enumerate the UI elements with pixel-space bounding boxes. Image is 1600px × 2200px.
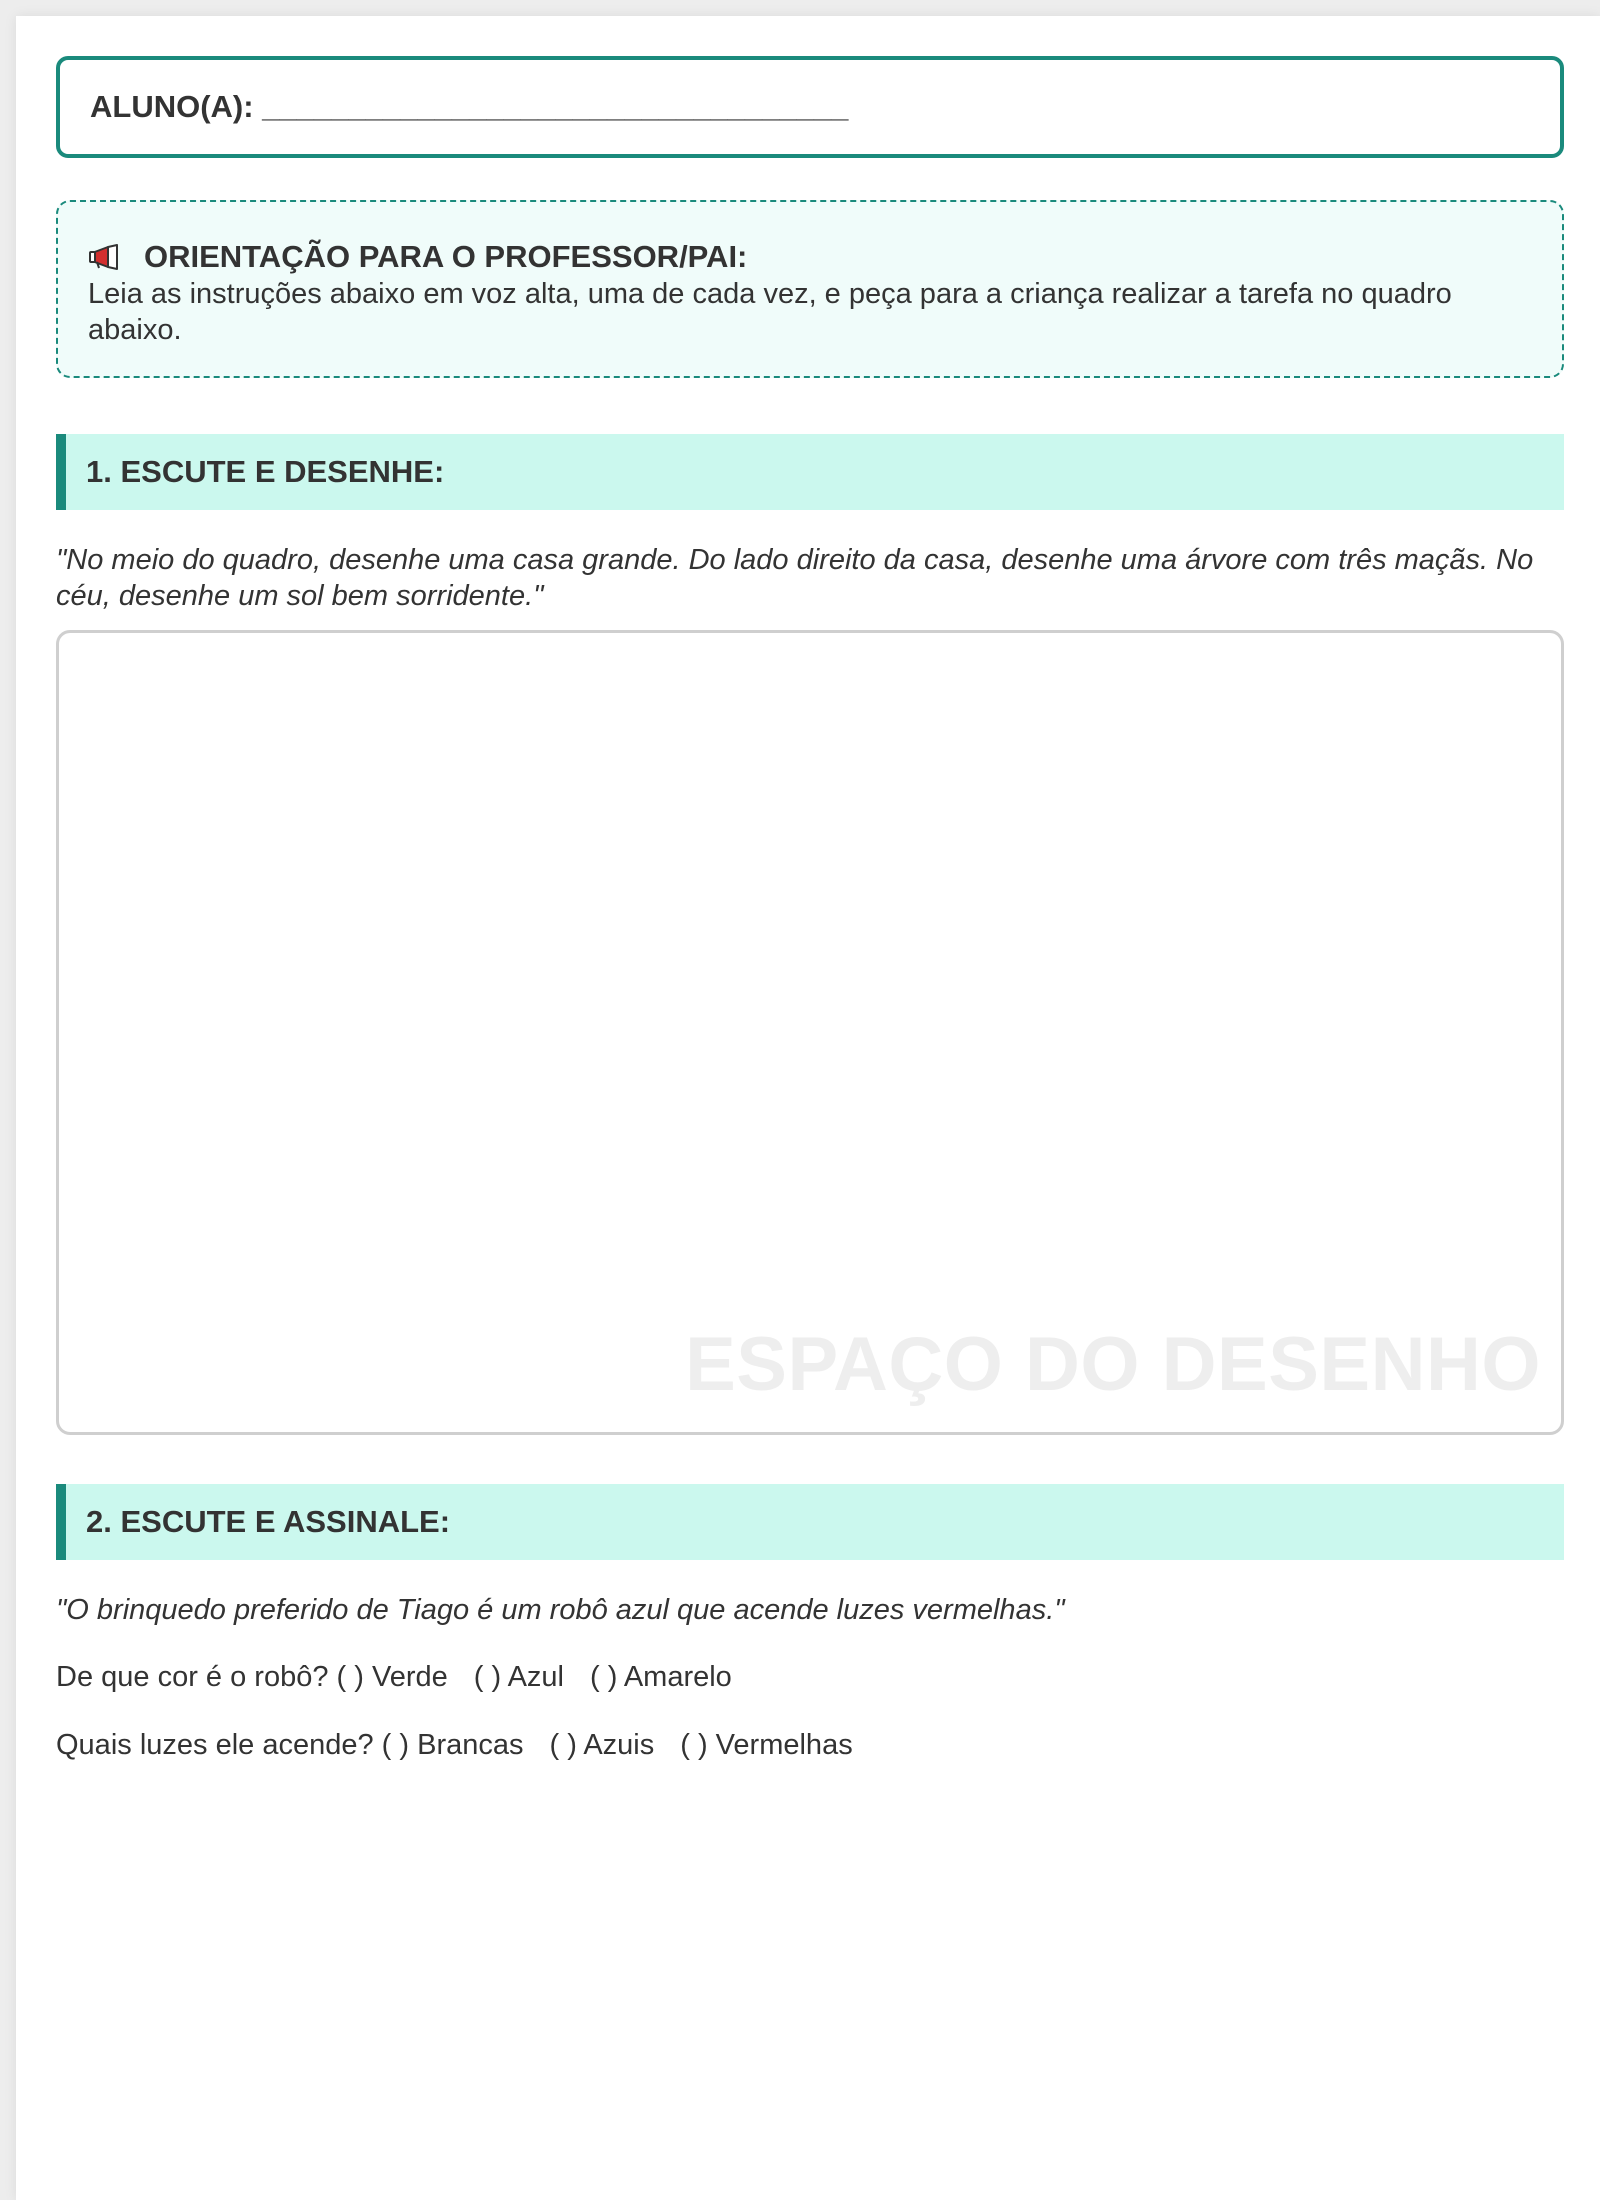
section-2-title: 2. ESCUTE E ASSINALE: — [86, 1504, 451, 1539]
section-2-quote: "O brinquedo preferido de Tiago é um robô azul que acende luzes vermelhas." — [56, 1594, 1065, 1626]
option-vermelhas[interactable]: ( ) Vermelhas — [680, 1729, 853, 1761]
question-lights-color — [56, 1727, 853, 1763]
megaphone-icon — [88, 244, 132, 270]
student-name-field[interactable]: ALUNO(A): __________________________________ — [90, 89, 849, 124]
question-text: Quais luzes ele acende? — [56, 1729, 374, 1761]
option-azuis[interactable]: ( ) Azuis — [549, 1729, 655, 1761]
worksheet-page — [16, 16, 1600, 2200]
question-text: De que cor é o robô? — [56, 1661, 329, 1693]
question-robot-color — [56, 1659, 732, 1695]
option-amarelo[interactable]: ( ) Amarelo — [590, 1661, 732, 1693]
orientation-title-text: ORIENTAÇÃO PARA O PROFESSOR/PAI: — [144, 239, 748, 274]
option-verde[interactable]: ( ) Verde — [336, 1661, 448, 1693]
section-1-header — [56, 434, 1564, 510]
student-name-box — [56, 56, 1564, 158]
orientation-box — [56, 200, 1564, 378]
orientation-text: Leia as instruções abaixo em voz alta, uma de cada vez, e peça para a criança realizar a tarefa no quadro abaixo. — [88, 278, 1452, 346]
section-2-header — [56, 1484, 1564, 1560]
section-1-quote: "No meio do quadro, desenhe uma casa grande. Do lado direito da casa, desenhe uma árvore com três maçãs. No céu, desenhe um sol bem sorridente." — [56, 544, 1534, 612]
drawing-area[interactable] — [56, 630, 1564, 1435]
orientation-title — [88, 238, 1532, 276]
option-brancas[interactable]: ( ) Brancas — [381, 1729, 524, 1761]
drawing-area-label: ESPAÇO DO DESENHO — [685, 1322, 1541, 1407]
section-1-title: 1. ESCUTE E DESENHE: — [86, 454, 445, 489]
option-azul[interactable]: ( ) Azul — [473, 1661, 564, 1693]
